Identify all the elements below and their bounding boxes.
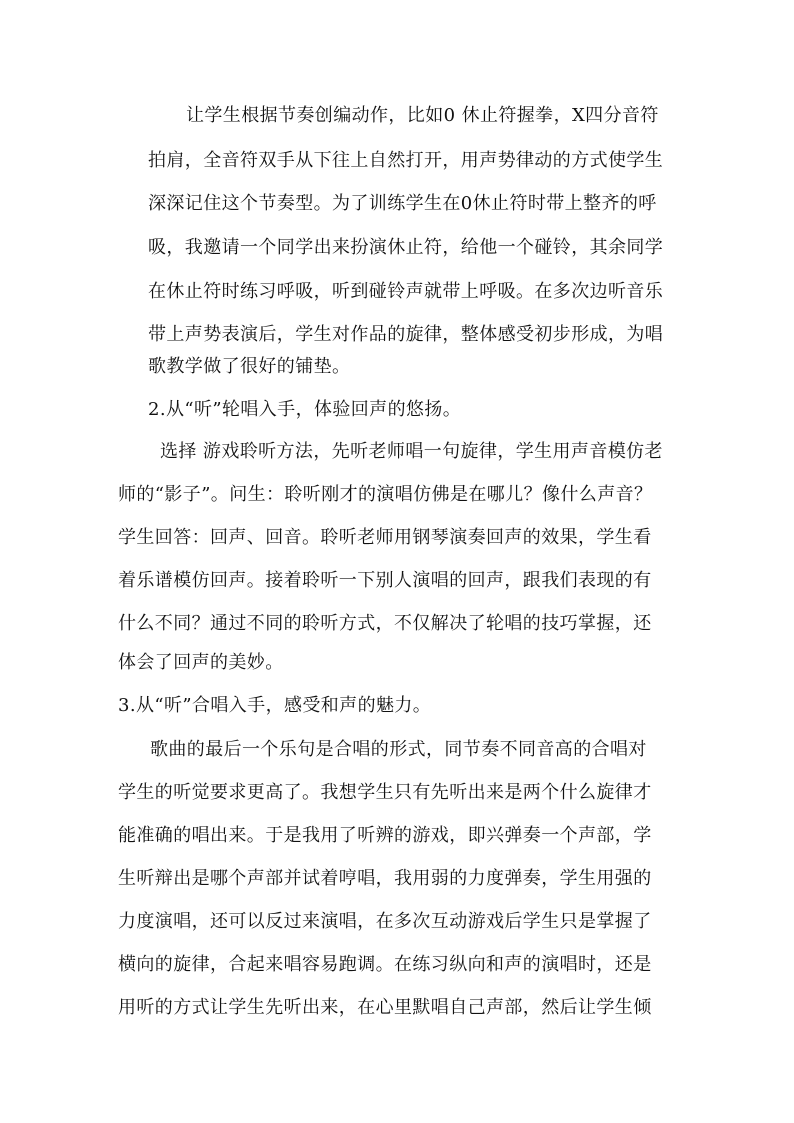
text-line: 能准确的唱出来。于是我用了听辨的游戏，即兴弹奏一个声部，学 <box>118 825 652 846</box>
text-line: 带上声势表演后，学生对作品的旋律，整体感受初步形成，为唱 <box>148 324 664 345</box>
text-line: 横向的旋律，合起来唱容易跑调。在练习纵向和声的演唱时，还是 <box>118 954 652 975</box>
text-line: 学生回答：回声、回音。聆听老师用钢琴演奏回声的效果，学生看 <box>118 527 652 548</box>
text-line: 深深记住这个节奏型。为了训练学生在0休止符时带上整齐的呼 <box>148 193 657 214</box>
text-line: 着乐谱模仿回声。接着聆听一下别人演唱的回声，跟我们表现的有 <box>118 570 652 591</box>
text-line: 选择 游戏聆听方法，先听老师唱一句旋律，学生用声音模仿老 <box>160 441 663 462</box>
text-line: 歌曲的最后一个乐句是合唱的形式，同节奏不同音高的合唱对 <box>150 739 647 760</box>
text-line: 力度演唱，还可以反过来演唱，在多次互动游戏后学生只是掌握了 <box>118 911 652 932</box>
text-line: 让学生根据节奏创编动作，比如0 休止符握拳，X四分音符 <box>186 105 659 126</box>
text-line: 学生的听觉要求更高了。我想学生只有先听出来是两个什么旋律才 <box>118 782 652 803</box>
section-heading: 2.从“听”轮唱入手，体验回声的悠扬。 <box>148 399 462 420</box>
section-heading: 3.从“听”合唱入手，感受和声的魅力。 <box>118 695 432 716</box>
text-line: 什么不同？通过不同的聆听方式，不仅解决了轮唱的技巧掌握，还 <box>118 613 652 634</box>
text-line: 体会了回声的美妙。 <box>118 652 284 673</box>
text-line: 拍肩，全音符双手从下往上自然打开，用声势律动的方式使学生 <box>148 150 664 171</box>
text-line: 用听的方式让学生先听出来，在心里默唱自己声部，然后让学生倾 <box>118 997 652 1018</box>
text-line: 在休止符时练习呼吸，听到碰铃声就带上呼吸。在多次边听音乐 <box>148 281 664 302</box>
text-line: 吸，我邀请一个同学出来扮演休止符，给他一个碰铃，其余同学 <box>148 237 664 258</box>
text-line: 生听辩出是哪个声部并试着哼唱，我用弱的力度弹奏，学生用强的 <box>118 868 652 889</box>
text-line: 歌教学做了很好的铺垫。 <box>148 356 351 377</box>
text-line: 师的“影子”。问生：聆听刚才的演唱仿佛是在哪儿？像什么声音？ <box>118 484 653 505</box>
